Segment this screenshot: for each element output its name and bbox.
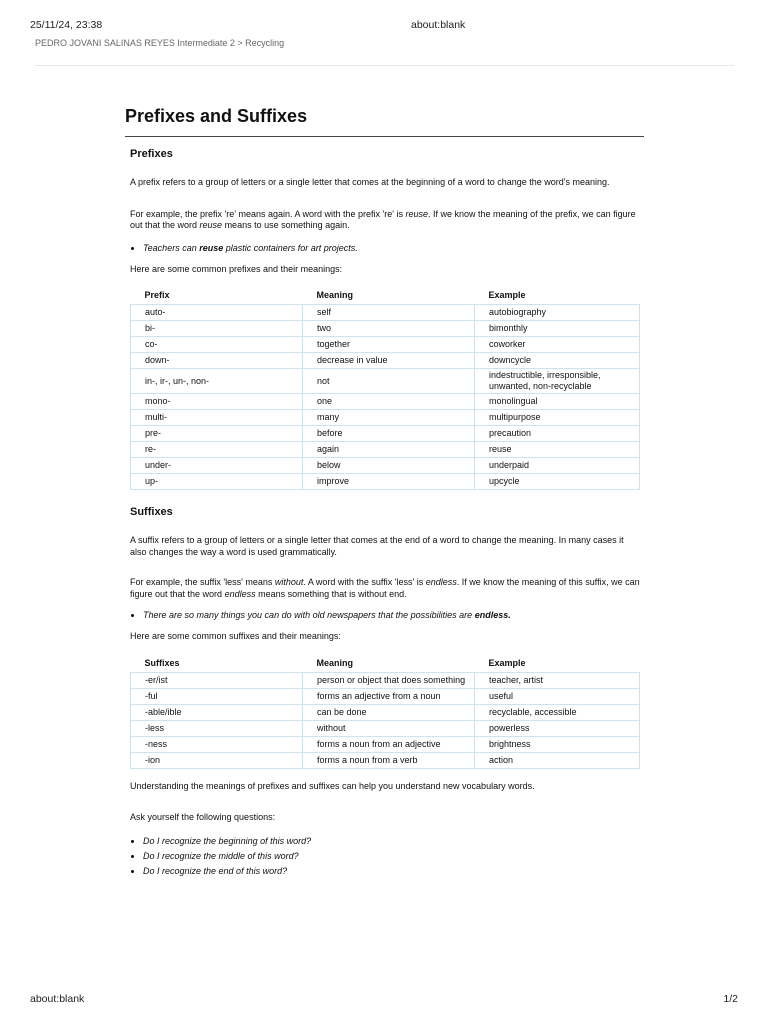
column-header: Meaning [316,657,354,668]
table-cell: pre- [131,426,303,442]
table-cell: improve [303,474,475,490]
table-row [131,672,640,688]
table-row [131,394,640,410]
table-row [131,321,640,337]
table-row [131,410,640,426]
table-cell: bimonthly [475,321,640,337]
questions-list [130,834,640,879]
prefixes-example: For example, the prefix 're' means again. A word with the prefix 're' is reuse. If we know the meaning of the prefix, we can figure out that the word reuse means to use something again. [130,208,636,230]
table-row [131,353,640,369]
print-footer [30,993,738,1005]
table-cell: reuse [475,442,640,458]
list-item: • Teachers can reuse plastic containers for art projects. [143,241,640,256]
table-cell: useful [475,688,640,704]
table-cell: two [303,321,475,337]
table-header-row [131,289,640,305]
table-cell: forms a noun from a verb [303,752,475,768]
table-row [131,442,640,458]
suffixes-example-list [130,608,640,623]
table-cell: without [303,720,475,736]
prefixes-heading: Prefixes [130,148,173,160]
table-cell: under- [131,458,303,474]
table-cell: multi- [131,410,303,426]
table-row [131,337,640,353]
table-cell: self [303,305,475,321]
table-cell: -less [131,720,303,736]
list-item: • Do I recognize the end of this word? [143,864,640,879]
page-title: Prefixes and Suffixes [125,106,644,137]
table-cell: precaution [475,426,640,442]
list-item: • Do I recognize the middle of this word? [143,849,640,864]
table-row [131,305,640,321]
breadcrumb: PEDRO JOVANI SALINAS REYES Intermediate 2 > Recycling [35,38,285,48]
table-row [131,369,640,394]
table-cell: -er/ist [131,672,303,688]
table-cell: teacher, artist [475,672,640,688]
table-row [131,426,640,442]
table-cell: forms an adjective from a noun [303,688,475,704]
header-divider [35,65,734,66]
table-cell: multipurpose [475,410,640,426]
table-cell: downcycle [475,353,640,369]
table-cell: together [303,337,475,353]
table-cell: powerless [475,720,640,736]
table-cell: up- [131,474,303,490]
table-row [131,704,640,720]
table-cell: below [303,458,475,474]
prefixes-table-intro: Here are some common prefixes and their meanings: [130,263,343,274]
table-cell: in-, ir-, un-, non- [131,369,303,394]
table-cell: -ion [131,752,303,768]
column-header: Suffixes [144,657,180,668]
table-cell: decrease in value [303,353,475,369]
table-cell: co- [131,337,303,353]
closing-understanding: Understanding the meanings of prefixes and suffixes can help you understand new vocabulary words. [130,780,535,791]
table-cell: again [303,442,475,458]
suffixes-table-intro: Here are some common suffixes and their meanings: [130,631,341,641]
prefixes-table [130,289,640,490]
suffixes-intro: A suffix refers to a group of letters or a single letter that comes at the end of a word to change the meaning. In many cases it also changes the way a word is used grammatically. [130,535,624,557]
footer-url: about:blank [30,993,85,1005]
table-cell: forms a noun from an adjective [303,736,475,752]
list-item: • Do I recognize the beginning of this word? [143,834,640,849]
table-cell: auto- [131,305,303,321]
column-header: Meaning [316,290,354,300]
table-cell: re- [131,442,303,458]
table-cell: upcycle [475,474,640,490]
table-cell: underpaid [475,458,640,474]
table-row [131,736,640,752]
table-cell: -ness [131,736,303,752]
table-cell: many [303,410,475,426]
table-row [131,458,640,474]
closing-ask: Ask yourself the following questions: [130,812,276,822]
column-header: Prefix [144,290,170,300]
table-cell: monolingual [475,394,640,410]
suffixes-table [130,657,640,769]
prefixes-intro: A prefix refers to a group of letters or a single letter that comes at the beginning of a word to change the word's meaning. [130,177,610,187]
document-content [125,106,644,879]
column-header: Example [488,290,526,300]
table-cell: brightness [475,736,640,752]
table-cell: action [475,752,640,768]
table-row [131,474,640,490]
page-number: 1/2 [723,993,738,1005]
table-cell: recyclable, accessible [475,704,640,720]
table-cell: not [303,369,475,394]
table-cell: bi- [131,321,303,337]
table-cell: mono- [131,394,303,410]
column-header: Example [488,657,526,668]
table-row [131,720,640,736]
table-row [131,688,640,704]
table-cell: coworker [475,337,640,353]
prefixes-example-list [130,241,640,256]
table-cell: down- [131,353,303,369]
table-cell: -ful [131,688,303,704]
suffixes-heading: Suffixes [130,506,173,518]
print-datetime: 25/11/24, 23:38 [30,19,103,31]
table-cell: -able/ible [131,704,303,720]
table-cell: can be done [303,704,475,720]
table-cell: indestructible, irresponsible, unwanted, non-recyclable [475,369,640,394]
table-cell: before [303,426,475,442]
table-header-row [131,657,640,673]
table-cell: autobiography [475,305,640,321]
suffixes-example: For example, the suffix 'less' means without. A word with the suffix 'less' is endless. If we know the meaning of this suffix, we can figure out that the word endless means something that is without end. [130,577,640,599]
table-cell: one [303,394,475,410]
list-item: • There are so many things you can do with old newspapers that the possibilities are endless. [143,608,640,623]
table-row [131,752,640,768]
print-page-url: about:blank [411,19,466,31]
table-cell: person or object that does something [303,672,475,688]
